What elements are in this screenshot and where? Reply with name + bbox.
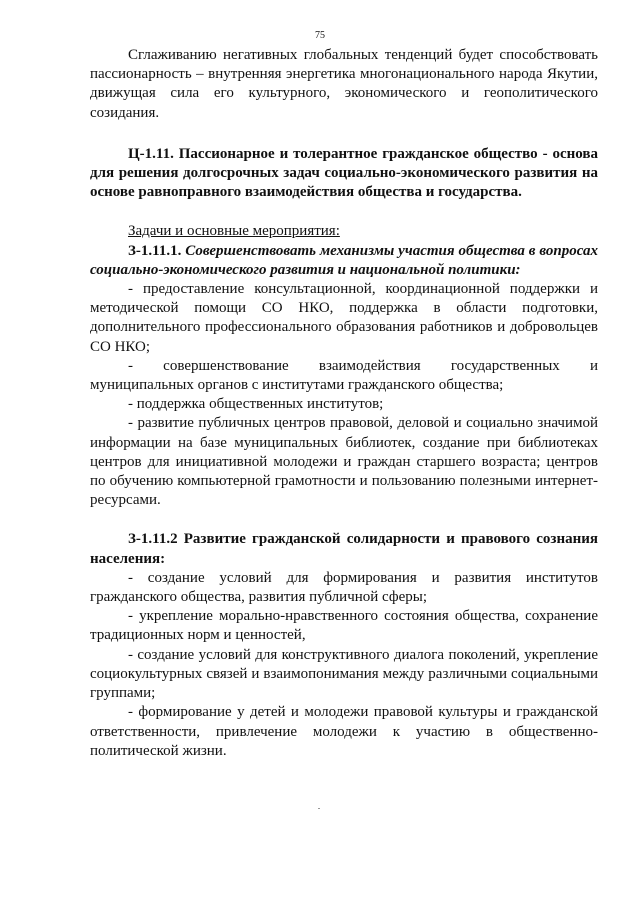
task1-title: Совершенствовать механизмы участия общества в вопросах социально-экономического развития и национальной политики:: [90, 242, 599, 278]
intro-paragraph: Сглаживанию негативных глобальных тенденций будет способствовать пассионарность – внутренняя энергетика многонационального народа Якутии, движущая сила его культурного, экономического и геополитического созидания.: [90, 47, 598, 121]
scan-speck: [318, 808, 320, 809]
goal-heading: [90, 145, 598, 203]
page-number: 75: [315, 30, 325, 41]
task2-item-3: - создание условий для конструктивного диалога поколений, укрепление социокультурных связей и взаимопонимания между различными социальными группами;: [90, 646, 598, 702]
tasks-label: Задачи и основные мероприятия:: [128, 223, 340, 240]
task2-item-1: - создание условий для формирования и развития институтов гражданского общества, развития публичной сферы;: [90, 569, 598, 606]
task1-code: З-1.11.1.: [128, 242, 182, 259]
task1-heading: [90, 242, 598, 280]
task1-item-2: - совершенствование взаимодействия государственных и муниципальных органов с институтами гражданского общества;: [90, 357, 598, 394]
task2-item-4: - формирование у детей и молодежи правовой культуры и гражданской ответственности, привлечение молодежи к участию в общественно-политической жизни.: [90, 704, 598, 759]
task2-item-2: - укрепление морально-нравственного состояния общества, сохранение традиционных норм и ценностей,: [90, 608, 598, 644]
task1-item-4: - развитие публичных центров правовой, деловой и социально значимой информации на базе муниципальных библиотек, создание при библиотеках центров для инициативной молодежи и граждан старшего возраста; центров по обучению компьютерной грамотности и пользованию полезными интернет-ресурсами.: [90, 415, 598, 509]
goal-code: Ц-1.11.: [128, 145, 174, 162]
task2-heading: З-1.11.2 Развитие гражданской солидарности и правового сознания населения:: [90, 531, 598, 567]
goal-text: Пассионарное и толерантное гражданское общество - основа для решения долгосрочных задач социально-экономического развития на основе равноправного взаимодействия общества и государства.: [90, 145, 598, 201]
task1-item-3: - поддержка общественных институтов;: [128, 396, 384, 413]
page-content: [90, 46, 598, 761]
task1-item-1: - предоставление консультационной, координационной поддержки и методической помощи СО НКО, поддержка в области подготовки, дополнительного профессионального образования работников и добровольцев СО НКО;: [90, 281, 598, 355]
